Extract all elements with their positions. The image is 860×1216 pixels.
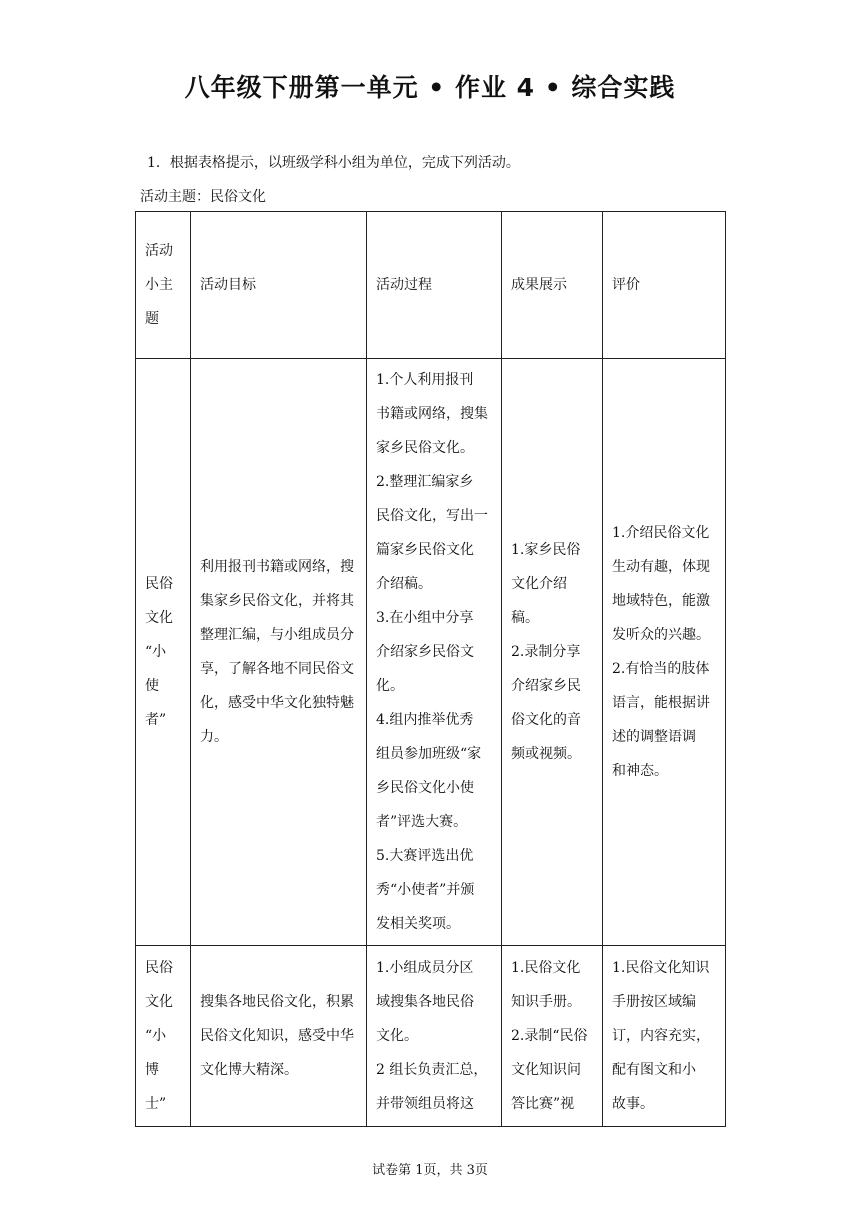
question-text: 1．根据表格提示，以班级学科小组为单位，完成下列活动。 — [147, 155, 520, 171]
cell-line: 1.家乡民俗 — [511, 542, 581, 558]
cell-line: 民俗 — [145, 576, 173, 592]
cell-line: 1.个人利用报刊 — [376, 372, 474, 388]
cell-line: 发听众的兴趣。 — [612, 627, 710, 643]
cell-line: 文化 — [145, 994, 173, 1010]
cell-line: 俗文化的音 — [511, 712, 581, 728]
cell-line: 乡民俗文化小使 — [376, 780, 474, 796]
header-cell — [136, 212, 191, 359]
cell-line: 1.民俗文化知识 — [612, 960, 710, 976]
cell-line: 使 — [145, 678, 159, 694]
cell-line: 民俗文化，写出一 — [376, 508, 488, 524]
header-cell — [502, 212, 603, 359]
cell-line: 发相关奖项。 — [376, 916, 460, 932]
table-row — [136, 359, 726, 946]
page-footer: 试卷第 1页，共 3页 — [372, 1163, 488, 1178]
cell-line: 5.大赛评选出优 — [376, 848, 474, 864]
cell-line: 整理汇编，与小组成员分 — [200, 627, 354, 643]
table-row — [136, 946, 726, 1127]
cell-line: 活动过程 — [376, 277, 432, 293]
cell-line: 题 — [145, 311, 159, 327]
cell-line: 订，内容充实， — [612, 1028, 710, 1044]
result-cell — [502, 946, 603, 1127]
cell-line: 博 — [145, 1062, 159, 1078]
cell-line: 文化博大精深。 — [200, 1062, 298, 1078]
cell-line: 文化。 — [376, 1028, 418, 1044]
cell-line: 并带领组员将这 — [376, 1096, 474, 1112]
cell-line: 2.录制“民俗 — [511, 1028, 588, 1044]
cell-line: 家乡民俗文化。 — [376, 440, 474, 456]
cell-line: 知识手册。 — [511, 994, 581, 1010]
cell-line: “小 — [145, 1028, 167, 1044]
cell-line: 利用报刊书籍或网络，搜 — [200, 559, 354, 575]
process-cell — [367, 359, 502, 946]
cell-line: 语言，能根据讲 — [612, 695, 710, 711]
cell-line: 介绍稿。 — [376, 576, 432, 592]
cell-line: 篇家乡民俗文化 — [376, 542, 474, 558]
subject-cell — [136, 359, 191, 946]
header-cell — [191, 212, 367, 359]
cell-line: 生动有趣，体现 — [612, 559, 710, 575]
header-cell — [603, 212, 726, 359]
cell-line: 力。 — [200, 729, 228, 745]
goal-cell — [191, 946, 367, 1127]
cell-line: 者” — [145, 712, 167, 728]
cell-line: 答比赛”视 — [511, 1096, 575, 1112]
cell-line: 集家乡民俗文化，并将其 — [200, 593, 354, 609]
cell-line: 士” — [145, 1096, 167, 1112]
cell-line: 2 组长负责汇总， — [376, 1062, 488, 1078]
cell-line: 文化知识问 — [511, 1062, 581, 1078]
cell-line: 2.有恰当的肢体 — [612, 661, 710, 677]
evaluation-cell — [603, 946, 726, 1127]
evaluation-cell — [603, 359, 726, 946]
cell-line: 者”评选大赛。 — [376, 814, 468, 830]
cell-line: 手册按区域编 — [612, 994, 696, 1010]
cell-line: 2.整理汇编家乡 — [376, 474, 474, 490]
cell-line: 享，了解各地不同民俗文 — [200, 661, 354, 677]
cell-line: 秀“小使者”并颁 — [376, 882, 475, 898]
header-cell — [367, 212, 502, 359]
cell-line: 评价 — [612, 277, 640, 293]
cell-line: 1.介绍民俗文化 — [612, 525, 710, 541]
cell-line: 化。 — [376, 678, 404, 694]
cell-line: 民俗 — [145, 960, 173, 976]
cell-line: 成果展示 — [511, 277, 567, 293]
result-cell — [502, 359, 603, 946]
cell-line: 1.小组成员分区 — [376, 960, 474, 976]
cell-line: 地域特色，能激 — [612, 593, 710, 609]
activity-table — [135, 211, 726, 1127]
cell-line: 配有图文和小 — [612, 1062, 696, 1078]
cell-line: 3.在小组中分享 — [376, 610, 474, 626]
cell-line: 故事。 — [612, 1096, 654, 1112]
cell-line: 活动目标 — [200, 277, 256, 293]
cell-line: 文化 — [145, 610, 173, 626]
activity-theme: 活动主题：民俗文化 — [140, 189, 266, 205]
cell-line: 述的调整语调 — [612, 729, 696, 745]
cell-line: 和神态。 — [612, 763, 668, 779]
cell-line: 活动 — [145, 243, 173, 259]
cell-line: 组员参加班级“家 — [376, 746, 482, 762]
cell-line: 小主 — [145, 277, 173, 293]
cell-line: 介绍家乡民 — [511, 678, 581, 694]
cell-line: 化，感受中华文化独特魅 — [200, 695, 354, 711]
cell-line: 频或视频。 — [511, 746, 581, 762]
cell-line: 域搜集各地民俗 — [376, 994, 474, 1010]
goal-cell — [191, 359, 367, 946]
cell-line: 搜集各地民俗文化，积累 — [200, 994, 354, 1010]
process-cell — [367, 946, 502, 1127]
cell-line: 书籍或网络，搜集 — [376, 406, 488, 422]
cell-line: 介绍家乡民俗文 — [376, 644, 474, 660]
cell-line: 文化介绍稿。 — [511, 576, 567, 626]
cell-line: 民俗文化知识，感受中华 — [200, 1028, 354, 1044]
subject-cell — [136, 946, 191, 1127]
cell-line: 2.录制分享 — [511, 644, 581, 660]
table-header-row — [136, 212, 726, 359]
page-title: 八年级下册第一单元 • 作业 4 • 综合实践 — [184, 73, 676, 102]
cell-line: 4.组内推举优秀 — [376, 712, 474, 728]
cell-line: 1.民俗文化 — [511, 960, 581, 976]
cell-line: “小 — [145, 644, 167, 660]
